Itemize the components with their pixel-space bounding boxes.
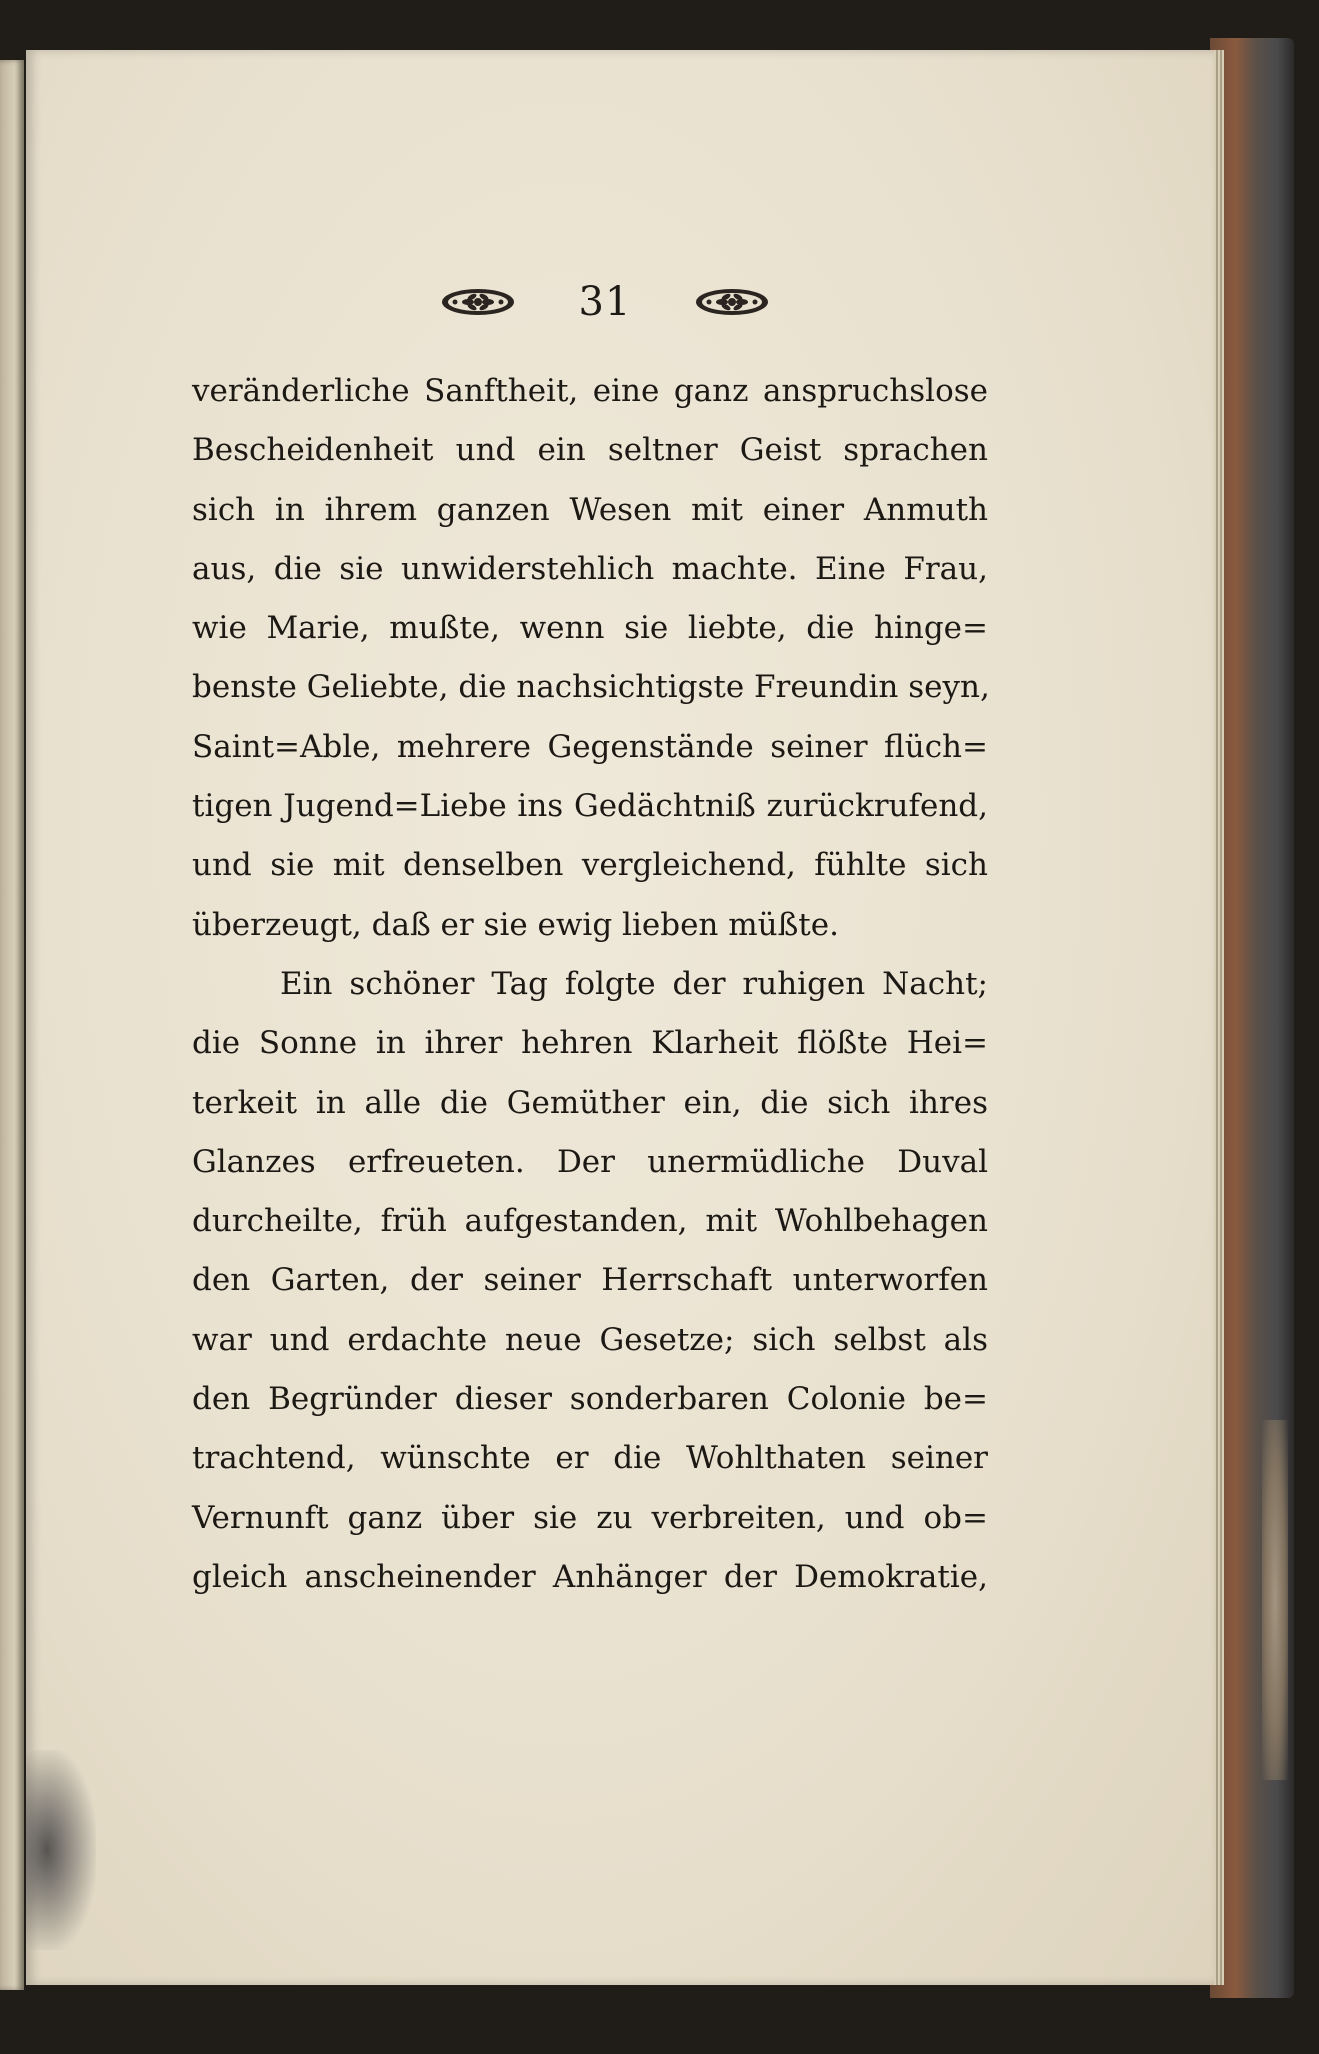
rosette-ornament-icon bbox=[440, 287, 516, 317]
rosette-ornament-icon bbox=[694, 287, 770, 317]
paragraph-start-line: Ein schöner Tag folgte der ruhigen Nacht; bbox=[280, 965, 988, 1002]
text-line: trachtend, wünschte er die Wohlthaten seiner bbox=[192, 1440, 988, 1477]
text-line: tigen Jugend=Liebe ins Gedächtniß zurückrufend, bbox=[192, 788, 988, 825]
text-line: war und erdachte neue Gesetze; sich selbst als bbox=[192, 1321, 988, 1358]
text-line: und sie mit denselben vergleichend, fühlte sich bbox=[192, 847, 988, 884]
page-header bbox=[440, 272, 770, 332]
text-line: Glanzes erfreueten. Der unermüdliche Duval bbox=[192, 1143, 988, 1180]
text-line: die Sonne in ihrer hehren Klarheit flößte Hei= bbox=[192, 1025, 988, 1062]
text-line: Saint=Able, mehrere Gegenstände seiner flüch= bbox=[192, 728, 988, 765]
text-line: terkeit in alle die Gemüther ein, die sich ihres bbox=[192, 1084, 988, 1121]
text-line: wie Marie, mußte, wenn sie liebte, die hinge= bbox=[192, 610, 988, 647]
text-line: aus, die sie unwiderstehlich machte. Eine Frau, bbox=[192, 550, 988, 587]
previous-page-edge bbox=[0, 60, 24, 1990]
text-line: sich in ihrem ganzen Wesen mit einer Anmuth bbox=[192, 491, 988, 528]
text-line: Vernunft ganz über sie zu verbreiten, und ob= bbox=[192, 1499, 988, 1536]
text-line: Bescheidenheit und ein seltner Geist sprachen bbox=[192, 432, 988, 469]
text-line: den Begründer dieser sonderbaren Colonie be= bbox=[192, 1381, 988, 1418]
text-line: benste Geliebte, die nachsichtigste Freundin seyn, bbox=[192, 669, 990, 706]
text-line: den Garten, der seiner Herrschaft unterworfen bbox=[192, 1262, 988, 1299]
paragraph-end-line: überzeugt, daß er sie ewig lieben müßte. bbox=[192, 906, 839, 943]
cover-wear-mark bbox=[1262, 1420, 1288, 1780]
text-line: durcheilte, früh aufgestanden, mit Wohlbehagen bbox=[192, 1203, 988, 1240]
text-line: veränderliche Sanftheit, eine ganz anspruchslose bbox=[192, 373, 988, 409]
body-text bbox=[192, 362, 988, 1607]
page-number: 31 bbox=[578, 279, 632, 325]
ink-stain bbox=[26, 1750, 96, 1950]
text-line: gleich anscheinender Anhänger der Demokratie, bbox=[192, 1558, 988, 1595]
